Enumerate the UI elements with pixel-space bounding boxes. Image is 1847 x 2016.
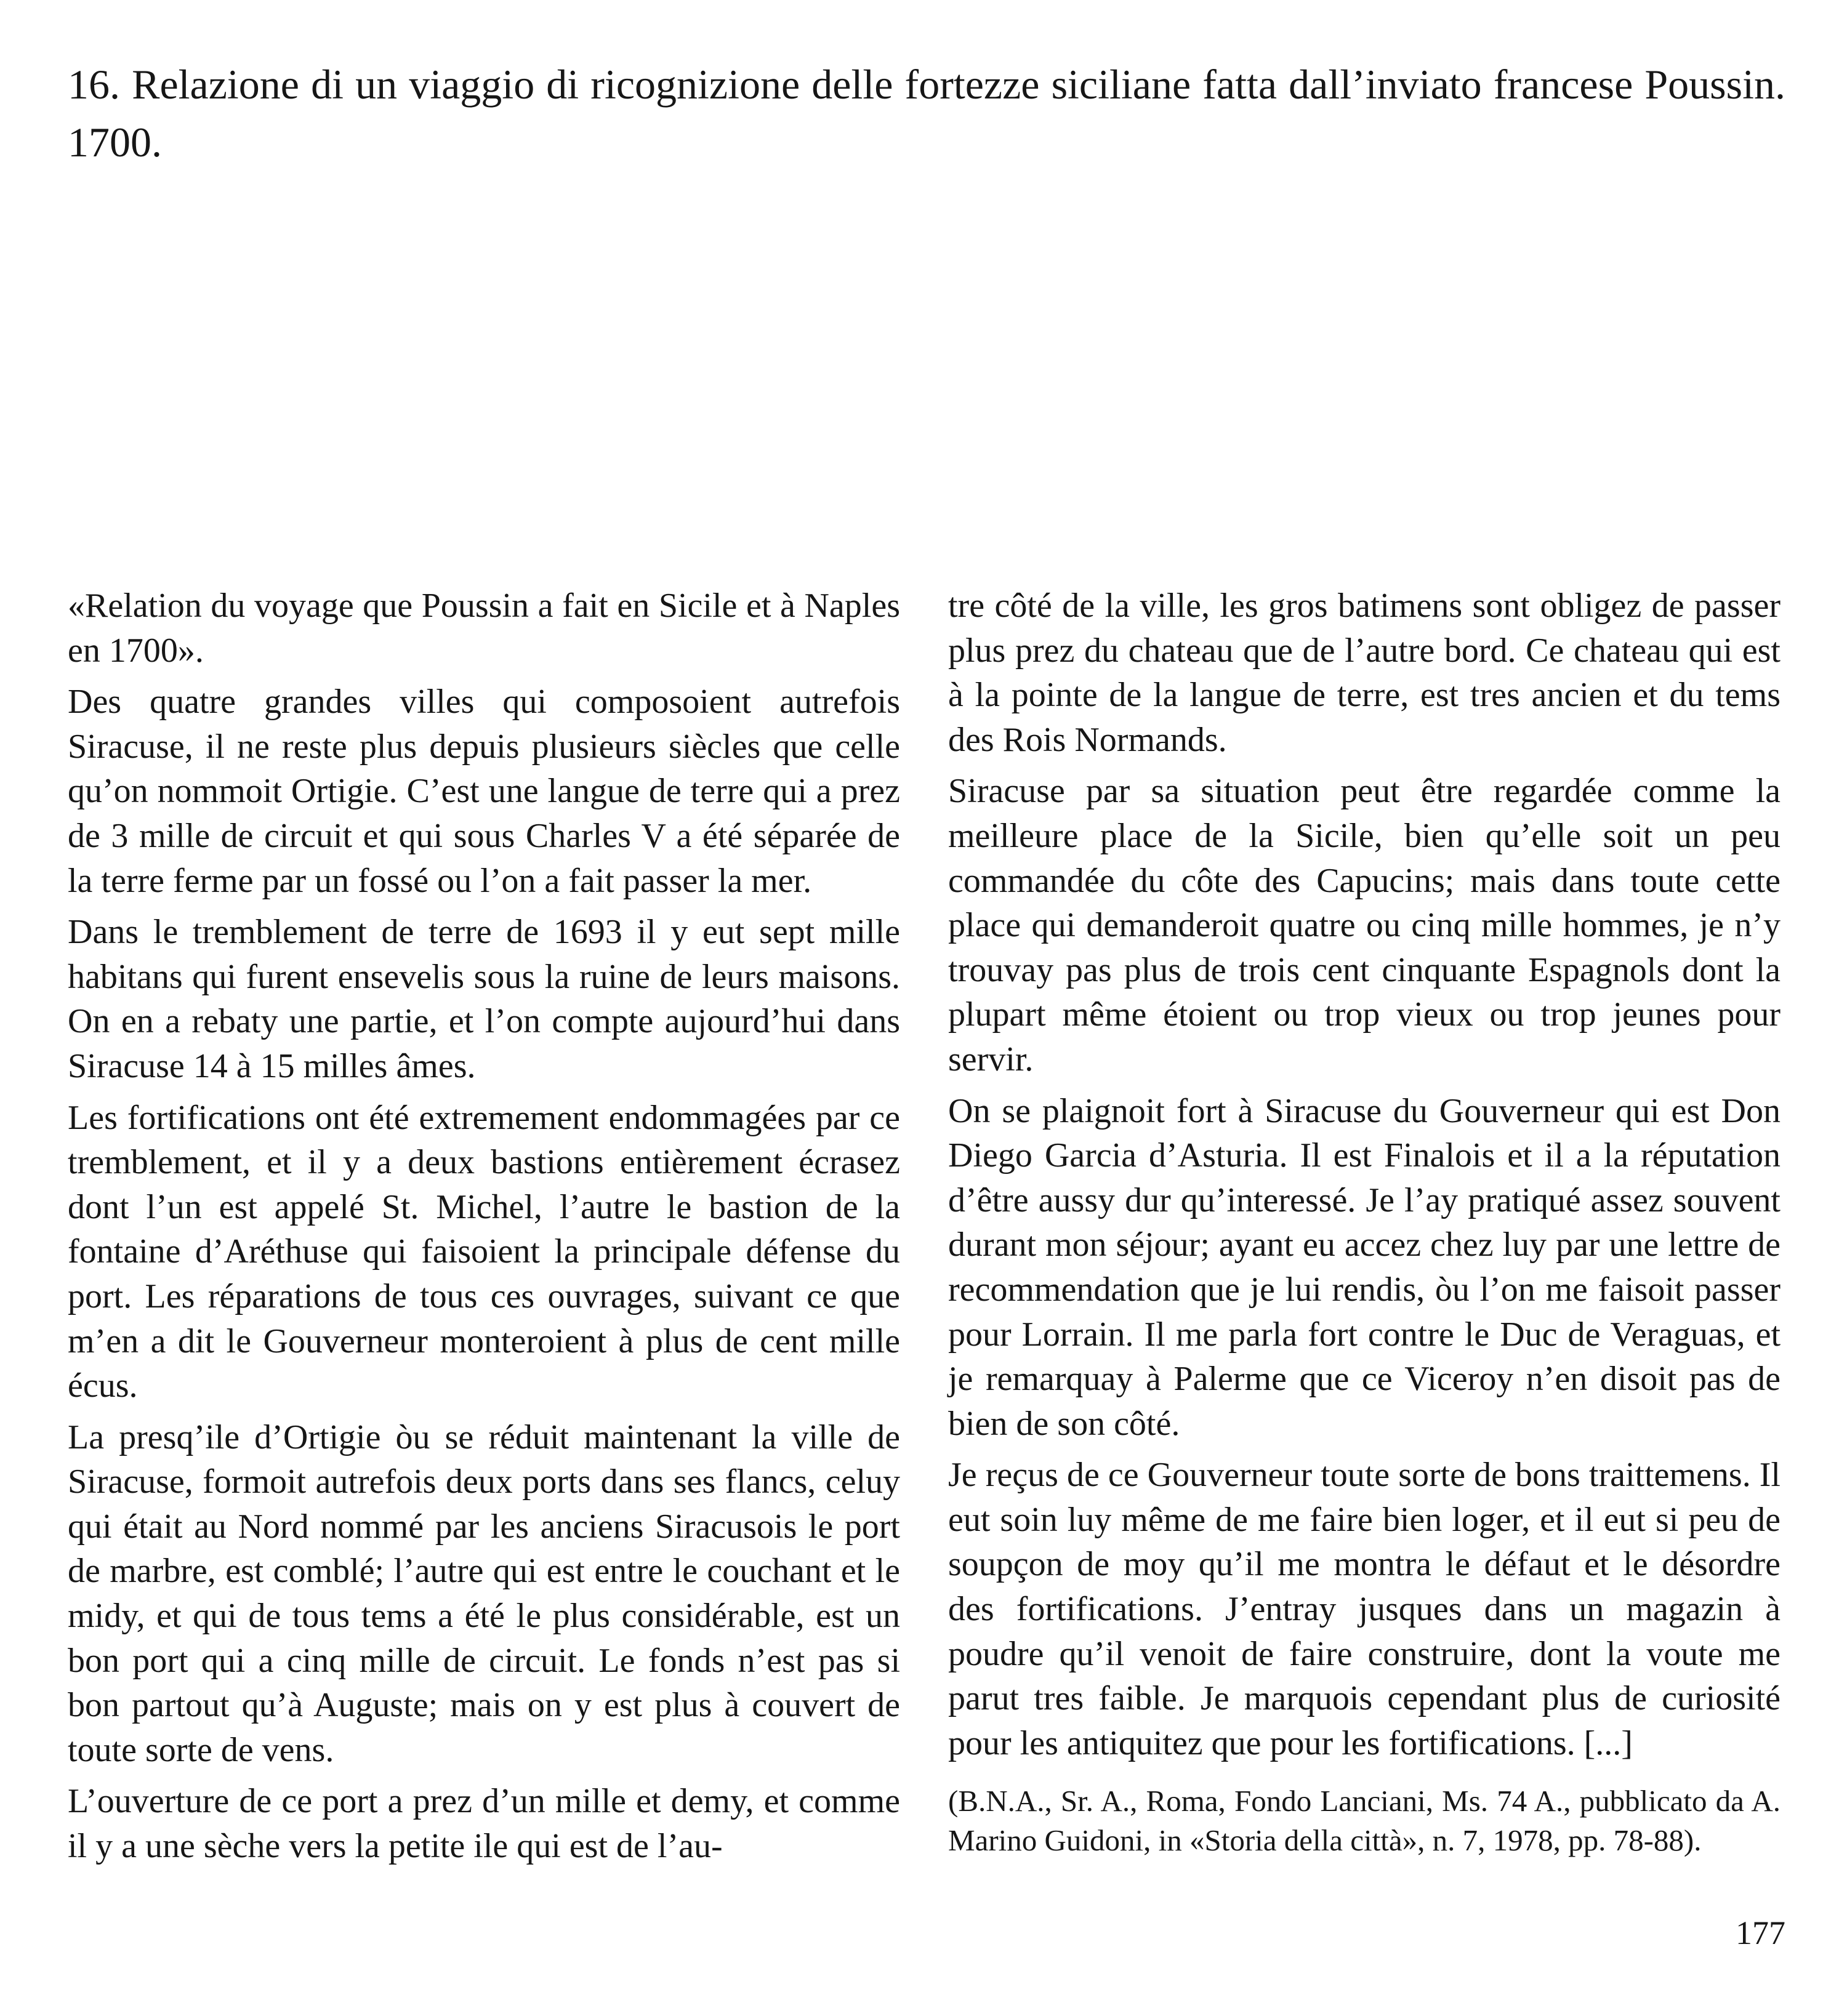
page-number: 177 [1736, 1914, 1785, 1951]
source-citation: (B.N.A., Sr. A., Roma, Fondo Lanciani, Ms. 74 A., pubblicato da A. Marino Guidoni, in «Storia della città», n. 7, 1978, pp. 78-88). [948, 1784, 1781, 1858]
text-column-left [68, 584, 900, 1876]
page-title: 16. Relazione di un viaggio di ricognizione delle fortezze siciliane fatta dall’inviato francese Poussin. 1700. [68, 61, 1785, 166]
body-paragraph: Je reçus de ce Gouverneur toute sorte de bons traittemens. Il eut soin luy même de me faire bien loger, et il eut si peu de soupçon de moy qu’il me montra le défaut et le désordre des fortifications. J’entray jusques dans un magazin à poudre qu’il venoit de faire construire, dont la voute me parut tres faible. Je marquois cependant plus de curiosité pour les antiquitez que pour les fortifications. [...] [948, 1456, 1781, 1762]
body-paragraph: Les fortifications ont été extremement endommagées par ce tremblement, et il y a deux bastions entièrement écrasez dont l’un est appelé St. Michel, l’autre le bastion de la fontaine d’Aréthuse qui faisoient la principale défense du port. Les réparations de tous ces ouvrages, suivant ce que m’en a dit le Gouverneur monteroient à plus de cent mille écus. [68, 1098, 900, 1405]
source-heading-paragraph: «Relation du voyage que Poussin a fait en Sicile et à Naples en 1700». [68, 587, 900, 670]
text-column-right [948, 584, 1781, 1867]
body-paragraph: tre côté de la ville, les gros batimens sont obligez de passer plus prez du chateau que de l’autre bord. Ce chateau qui est à la pointe de la langue de terre, est tres ancien et du tems des Rois Normands. [948, 587, 1781, 759]
body-paragraph: On se plaignoit fort à Siracuse du Gouverneur qui est Don Diego Garcia d’Asturia. Il est Finalois et il a la réputation d’être aussy dur qu’interessé. Je l’ay pratiqué assez souvent durant mon séjour; ayant eu accez chez luy par une lettre de recommendation que je lui rendis, òu l’on me faisoit passer pour Lorrain. Il me parla fort contre le Duc de Veraguas, et je remarquay à Palerme que ce Viceroy n’en disoit pas de bien de son côté. [948, 1091, 1781, 1443]
body-paragraph: Dans le tremblement de terre de 1693 il y eut sept mille habitans qui furent ensevelis sous la ruine de leurs maisons. On en a rebaty une partie, et l’on compte aujourd’hui dans Siracuse 14 à 15 milles âmes. [68, 913, 900, 1085]
body-paragraph: L’ouverture de ce port a prez d’un mille et demy, et comme il y a une sèche vers la petite ile qui est de l’au- [68, 1782, 900, 1866]
body-paragraph: Des quatre grandes villes qui composoient autrefois Siracuse, il ne reste plus depuis plusieurs siècles que celle qu’on nommoit Ortigie. C’est une langue de terre qui a prez de 3 mille de circuit et qui sous Charles V a été séparée de la terre ferme par un fossé ou l’on a fait passer la mer. [68, 683, 900, 900]
body-paragraph: La presq’ile d’Ortigie òu se réduit maintenant la ville de Siracuse, formoit autrefois deux ports dans ses flancs, celuy qui était au Nord nommé par les anciens Siracusois le port de marbre, est comblé; l’autre qui est entre le couchant et le midy, et qui de tous tems a été le plus considérable, est un bon port qui a cinq mille de circuit. Le fonds n’est pas si bon partout qu’à Auguste; mais on y est plus à couvert de toute sorte de vens. [68, 1418, 900, 1769]
body-paragraph: Siracuse par sa situation peut être regardée comme la meilleure place de la Sicile, bien qu’elle soit un peu commandée du côte des Capucins; mais dans toute cette place qui demanderoit quatre ou cinq mille hommes, je n’y trouvay pas plus de trois cent cinquante Espagnols dont la plupart même étoient ou trop vieux ou trop jeunes pour servir. [948, 772, 1781, 1078]
